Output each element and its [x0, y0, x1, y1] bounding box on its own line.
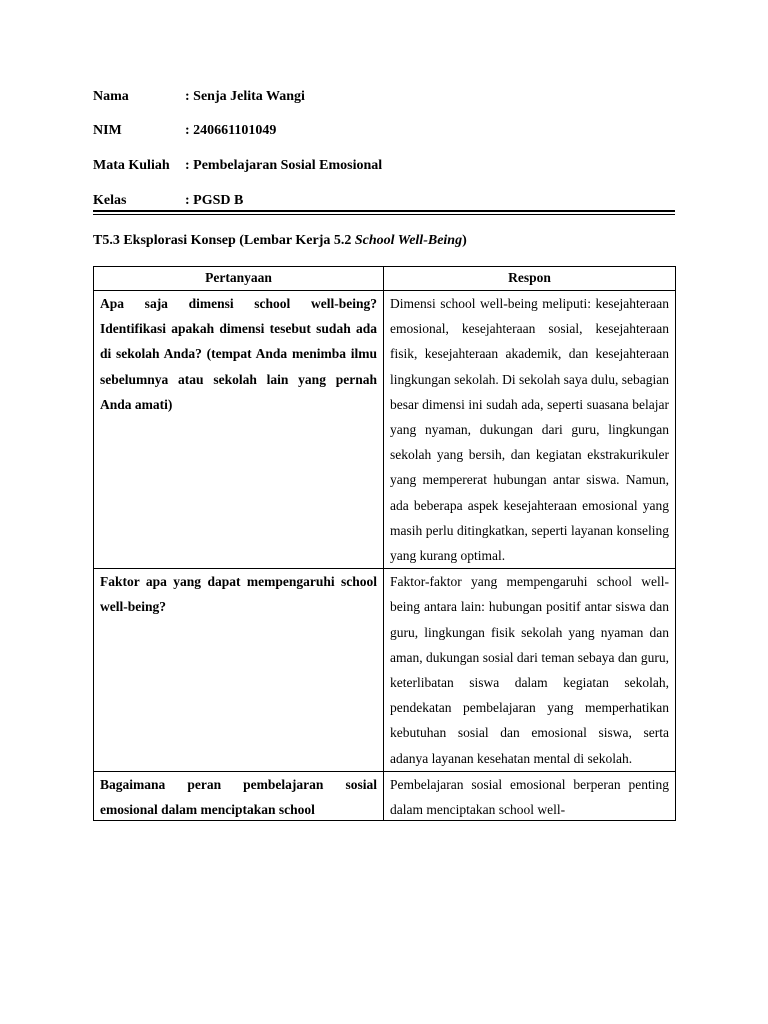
info-row-nim [93, 123, 276, 139]
info-label: Kelas [93, 193, 127, 208]
question-cell: Apa saja dimensi school well-being? Identifikasi apakah dimensi tesebut sudah ada di sekolah Anda? (tempat Anda menimba ilmu sebelumnya atau sekolah lain yang pernah Anda amati) [94, 291, 384, 569]
worksheet-table [93, 266, 676, 821]
table-row [94, 569, 676, 772]
info-label: Mata Kuliah [93, 158, 170, 173]
column-header-pertanyaan: Pertanyaan [94, 267, 384, 291]
info-value: : 240661101049 [185, 123, 277, 138]
info-row-kelas [93, 193, 243, 209]
info-label: Nama [93, 89, 129, 104]
section-title [93, 233, 467, 249]
info-row-nama [93, 89, 305, 105]
table-header-row [94, 267, 676, 291]
question-cell: Faktor apa yang dapat mempengaruhi school well-being? [94, 569, 384, 772]
info-row-mata-kuliah [93, 158, 382, 174]
answer-cell: Faktor-faktor yang mempengaruhi school well-being antara lain: hubungan positif antar siswa dan guru, lingkungan fisik sekolah yang nyaman dan aman, dukungan sosial dari teman sebaya dan guru, keterlibatan siswa dalam kegiatan sekolah, pendekatan pembelajaran yang memperhatikan kebutuhan sosial dan emosional siswa, serta adanya layanan kesehatan mental di sekolah. [384, 569, 676, 772]
answer-cell [384, 771, 676, 820]
section-title-prefix: T5.3 Eksplorasi Konsep (Lembar Kerja 5.2 [93, 233, 355, 248]
section-title-italic: School Well-Being [354, 233, 463, 248]
info-value: : Pembelajaran Sosial Emosional [185, 158, 383, 173]
header-divider-thin [93, 214, 675, 215]
column-header-respon: Respon [384, 267, 676, 291]
question-cell [94, 771, 384, 820]
table-row [94, 771, 676, 820]
info-value: : Senja Jelita Wangi [185, 89, 305, 104]
info-value: : PGSD B [185, 193, 244, 208]
section-title-suffix: ) [462, 233, 467, 248]
question-text: Bagaimana peran pembelajaran sosial emosional dalam menciptakan school [100, 776, 377, 818]
info-label: NIM [93, 123, 122, 138]
header-divider-thick [93, 210, 675, 212]
answer-cell: Dimensi school well-being meliputi: kesejahteraan emosional, kesejahteraan sosial, kesejahteraan fisik, kesejahteraan akademik, dan kesejahteraan lingkungan sekolah. Di sekolah saya dulu, sebagian besar dimensi ini sudah ada, seperti suasana belajar yang nyaman, dukungan dari guru, lingkungan sekolah yang bersih, dan kegiatan ekstrakurikuler yang mempererat hubungan antar siswa. Namun, ada beberapa aspek kesejahteraan emosional yang masih perlu ditingkatkan, seperti layanan konseling yang kurang optimal. [384, 291, 676, 569]
table-row [94, 291, 676, 569]
answer-text: Pembelajaran sosial emosional berperan penting dalam menciptakan school well- [390, 776, 669, 818]
